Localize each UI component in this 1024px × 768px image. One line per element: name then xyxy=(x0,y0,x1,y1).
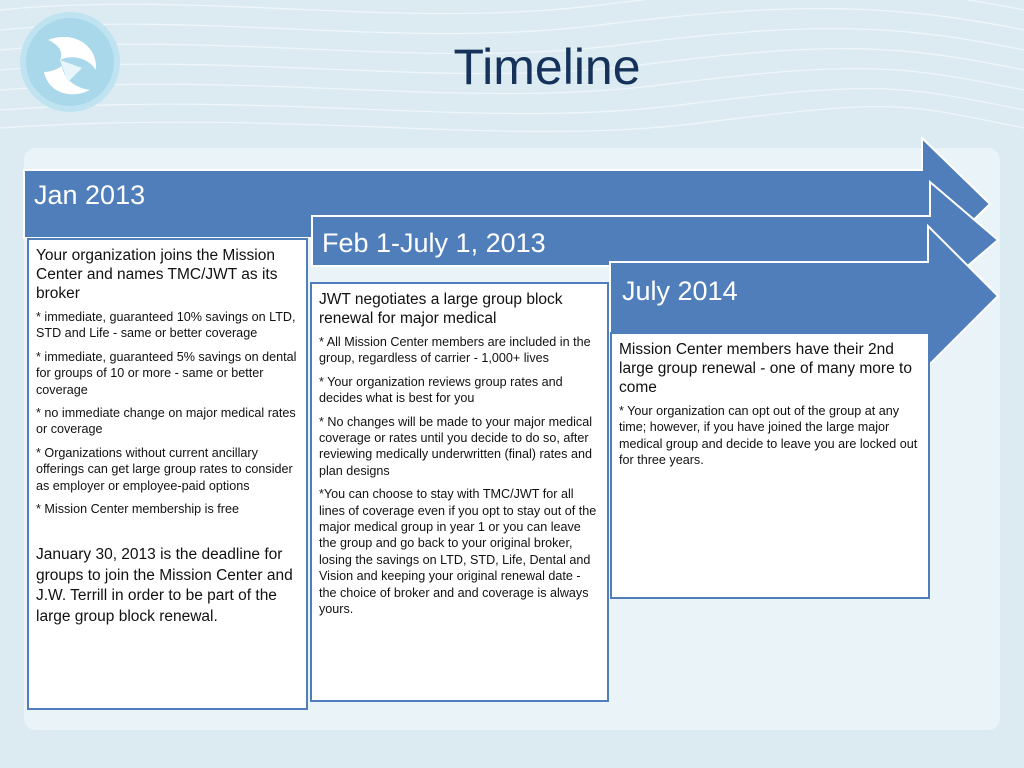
stage-3-label: July 2014 xyxy=(622,276,738,306)
stage-1-deadline: January 30, 2013 is the deadline for groups to join the Mission Center and J.W. Terrill in order to be part of the large group block renewal. xyxy=(36,546,293,625)
stage-1-bullet: * Organizations without current ancillary offerings can get large group rates to consider as employer or employee-paid options xyxy=(36,445,293,493)
stage-2-bullet: * Your organization reviews group rates and decides what is best for you xyxy=(319,374,563,406)
stage-2-bullet: * No changes will be made to your major medical coverage or rates until you decide to do so, after reviewing medically underwritten (final) rates and plan designs xyxy=(319,414,592,478)
stage-1-label: Jan 2013 xyxy=(34,180,146,210)
stage-1-bullet: * immediate, guaranteed 10% savings on LTD, STD and Life - same or better coverage xyxy=(36,310,296,341)
stage-1-lead: Your organization joins the Mission Center and names TMC/JWT as its broker xyxy=(36,247,278,302)
stage-3-details xyxy=(610,332,930,599)
stage-2-lead: JWT negotiates a large group block renewal for major medical xyxy=(319,291,563,327)
stage-2-label: Feb 1-July 1, 2013 xyxy=(322,228,546,258)
stage-1-bullet: * no immediate change on major medical rates or coverage xyxy=(36,406,296,437)
stage-1-bullet: * Mission Center membership is free xyxy=(36,502,239,517)
stage-2-bullet: * All Mission Center members are included in the group, regardless of carrier - 1,000+ lives xyxy=(319,335,591,366)
stage-3-lead: Mission Center members have their 2nd large group renewal - one of many more to come xyxy=(619,341,912,396)
stage-1-details xyxy=(27,238,308,710)
stage-2-bullet: *You can choose to stay with TMC/JWT for all lines of coverage even if you opt to stay out of the major medical group in year 1 or you can leave the group and go back to your original broker, losing the savings on LTD, STD, Life, Dental and Vision and keeping your original renewal date - the choice of broker and and coverage is always yours. xyxy=(319,487,597,617)
stage-1-bullet: * immediate, guaranteed 5% savings on dental for groups of 10 or more - same or better coverage xyxy=(36,349,297,397)
stage-3-bullet: * Your organization can opt out of the group at any time; however, if you have joined the large major medical group and decide to leave you are locked out for three years. xyxy=(619,404,918,468)
slide-title: Timeline xyxy=(453,39,641,95)
stage-2-details xyxy=(310,282,609,702)
